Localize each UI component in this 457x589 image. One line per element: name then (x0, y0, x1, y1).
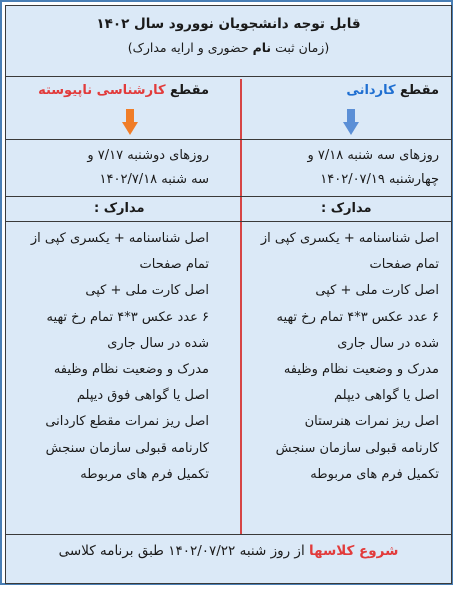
list-item: ۶ عدد عکس ۳*۴ تمام رخ تهیه (276, 309, 439, 325)
right-heading-accent: کاردانی (346, 83, 396, 98)
list-item: اصل شناسنامه + یکسری کپی از (30, 231, 209, 246)
footer-divider (6, 534, 451, 535)
list-item: تکمیل فرم های مربوطه (80, 466, 209, 482)
footer-text: از روز شنبه ۱۴۰۲/۰۷/۲۲ طبق برنامه کلاسی (58, 543, 309, 559)
subtitle-suffix: حضوری و ارایه مدارک) (127, 40, 253, 55)
list-item: شده در سال جاری (107, 335, 209, 351)
list-item: اصل یا گواهی فوق دیپلم (76, 388, 209, 404)
list-item: کارنامه قبولی سازمان سنجش (275, 440, 439, 456)
subtitle-emphasis: نام (252, 40, 272, 55)
days-divider (6, 196, 451, 197)
down-arrow-icon (122, 109, 138, 135)
list-item: اصل یا گواهی دیپلم (334, 388, 439, 404)
left-days-line-2: سه شنبه ۱۴۰۲/۷/۱۸ (99, 172, 209, 187)
list-item: اصل کارت ملی + کپی (85, 283, 209, 299)
left-days-line-1: روزهای دوشنبه ۷/۱۷ و (87, 148, 209, 163)
right-docs-label: مدارک : (321, 201, 372, 216)
left-heading-accent: کارشناسی ناپیوسته (38, 83, 166, 98)
left-docs-label: مدارک : (94, 201, 145, 216)
list-item: شده در سال جاری (337, 335, 439, 351)
list-item: تمام صفحات (369, 257, 439, 273)
left-heading-prefix: مقطع (165, 83, 209, 98)
docs-label-divider (6, 221, 451, 222)
down-arrow-icon (343, 109, 359, 135)
list-item: اصل کارت ملی + کپی (315, 283, 439, 299)
right-column-heading (346, 83, 439, 98)
left-docs-list (31, 226, 209, 488)
right-registration-days (307, 144, 439, 192)
notice-panel (5, 5, 452, 584)
list-item: اصل شناسنامه + یکسری کپی از (260, 231, 439, 246)
list-item: مدرک و وضعیت نظام وظیفه (283, 362, 439, 378)
left-registration-days (87, 144, 209, 192)
right-heading-prefix: مقطع (395, 83, 439, 98)
right-days-line-1: روزهای سه شنبه ۷/۱۸ و (307, 148, 439, 163)
list-item: اصل ریز نمرات مقطع کاردانی (45, 414, 209, 430)
heading-divider (6, 139, 451, 140)
footer-accent: شروع کلاسها (309, 543, 399, 559)
notice-subtitle (6, 40, 451, 55)
list-item: مدرک و وضعیت نظام وظیفه (53, 362, 209, 378)
column-divider (240, 79, 242, 534)
subtitle-prefix: (زمان ثبت (271, 40, 330, 55)
list-item: تمام صفحات (139, 257, 209, 273)
right-days-line-2: چهارشنبه ۱۴۰۲/۰۷/۱۹ (320, 172, 439, 187)
list-item: تکمیل فرم های مربوطه (310, 466, 439, 482)
notice-title: قابل توجه دانشجویان نوورود سال ۱۴۰۲ (96, 16, 361, 32)
left-column-heading (38, 83, 209, 98)
right-docs-list (261, 226, 439, 488)
list-item: اصل ریز نمرات هنرستان (304, 414, 439, 430)
class-start-notice (6, 543, 451, 559)
list-item: کارنامه قبولی سازمان سنجش (45, 440, 209, 456)
header-divider (6, 76, 451, 77)
list-item: ۶ عدد عکس ۳*۴ تمام رخ تهیه (46, 309, 209, 325)
